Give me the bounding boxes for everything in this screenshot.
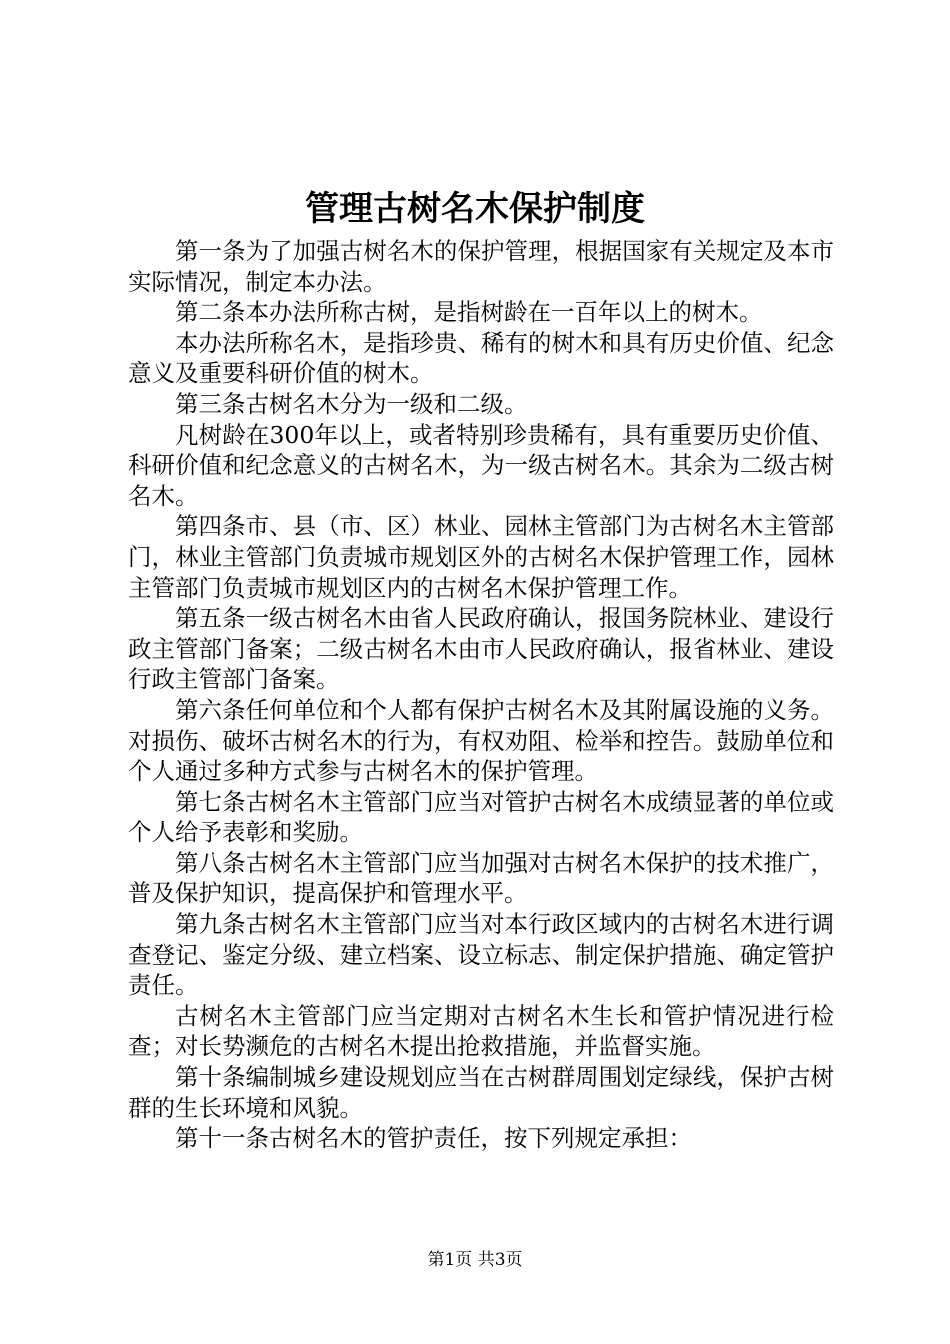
- paragraph: 第三条古树名木分为一级和二级。: [175, 389, 528, 418]
- paragraph: 第十一条古树名木的管护责任，按下列规定承担：: [175, 1124, 692, 1153]
- paragraph: 本办法所称名木，是指珍贵、稀有的树木和具有历史价值、纪念意义及重要科研价值的树木。: [128, 328, 834, 388]
- document-body: [128, 236, 834, 1154]
- paragraph: 凡树龄在300年以上，或者特别珍贵稀有，具有重要历史价值、科研价值和纪念意义的古树名木，为一级古树名木。其余为二级古树名木。: [128, 420, 834, 510]
- paragraph: 第六条任何单位和个人都有保护古树名木及其附属设施的义务。对损伤、破坏古树名木的行为，有权劝阻、检举和控告。鼓励单位和个人通过多种方式参与古树名木的保护管理。: [128, 695, 834, 786]
- paragraph: 古树名木主管部门应当定期对古树名木生长和管护情况进行检查；对长势濒危的古树名木提出抢救措施，并监督实施。: [128, 1001, 834, 1061]
- document-title: 管理古树名木保护制度: [305, 189, 645, 229]
- paragraph: 第二条本办法所称古树，是指树龄在一百年以上的树木。: [175, 298, 763, 327]
- paragraph: 第九条古树名木主管部门应当对本行政区域内的古树名木进行调查登记、鉴定分级、建立档案、设立标志、制定保护措施、确定管护责任。: [128, 910, 834, 1000]
- paragraph: 第十条编制城乡建设规划应当在古树群周围划定绿线，保护古树群的生长环境和风貌。: [128, 1063, 834, 1122]
- paragraph: 第一条为了加强古树名木的保护管理，根据国家有关规定及本市实际情况，制定本办法。: [128, 237, 834, 296]
- page-footer: 第1页 共3页: [427, 1250, 523, 1270]
- paragraph: 第八条古树名木主管部门应当加强对古树名木保护的技术推广，普及保护知识，提高保护和管理水平。: [128, 848, 834, 908]
- paragraph: 第七条古树名木主管部门应当对管护古树名木成绩显著的单位或个人给予表彰和奖励。: [128, 787, 834, 847]
- paragraph: 第五条一级古树名木由省人民政府确认，报国务院林业、建设行政主管部门备案；二级古树名木由市人民政府确认，报省林业、建设行政主管部门备案。: [128, 604, 834, 694]
- paragraph: 第四条市、县（市、区）林业、园林主管部门为古树名木主管部门，林业主管部门负责城市规划区外的古树名木保护管理工作，园林主管部门负责城市规划区内的古树名木保护管理工作。: [128, 512, 834, 602]
